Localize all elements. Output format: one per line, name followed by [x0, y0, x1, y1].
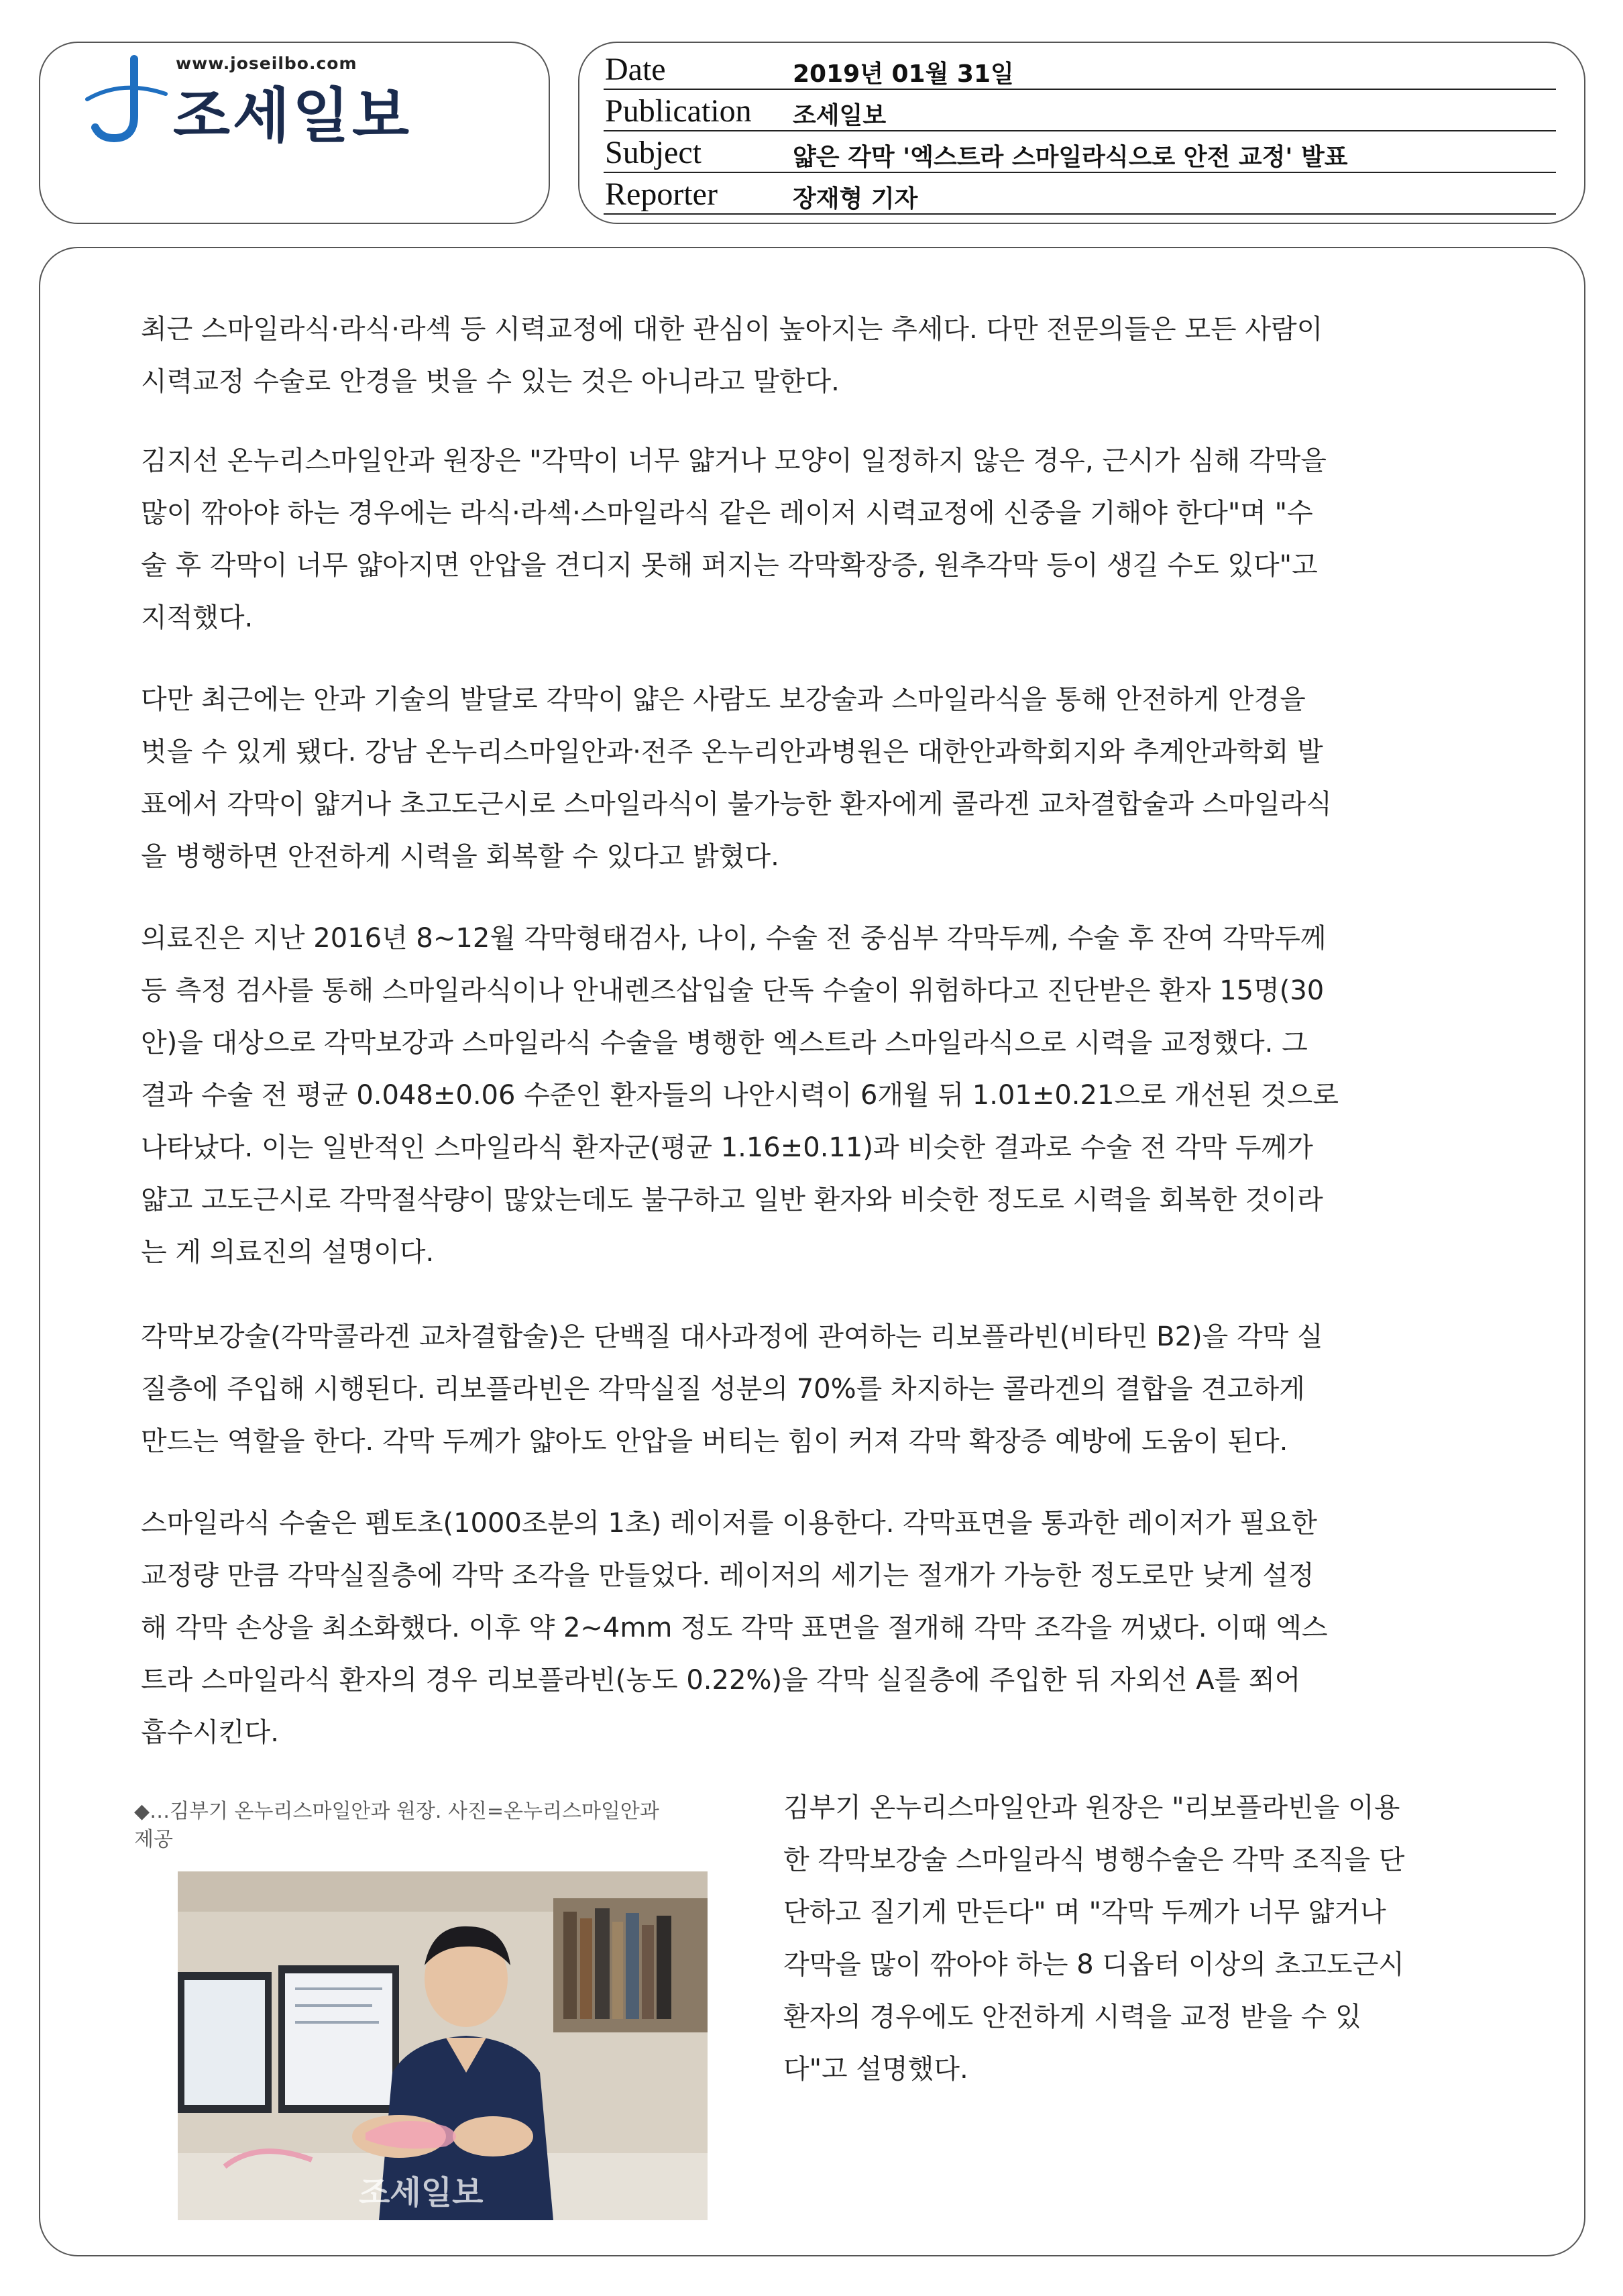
meta-label: Reporter — [605, 176, 718, 212]
text-line: 김부기 온누리스마일안과 원장은 "리보플라빈을 이용 — [783, 1792, 1400, 1823]
article-paragraph-2 — [141, 435, 1502, 644]
text-line: 단하고 질기게 만든다" 며 "각막 두께가 너무 얇거나 — [783, 1897, 1386, 1928]
article-paragraph-3 — [141, 673, 1502, 883]
text-line: 안)을 대상으로 각막보강과 스마일라식 수술을 병행한 엑스트라 스마일라식으로 시력을 교정했다. 그 — [141, 1028, 1308, 1058]
text-line: 해 각막 손상을 최소화했다. 이후 약 2~4mm 정도 각막 표면을 절개해 각막 조각을 꺼냈다. 이때 엑스 — [141, 1612, 1328, 1643]
meta-value: 얇은 각막 '엑스트라 스마일라식으로 안전 교정' 발표 — [793, 144, 1348, 171]
text-line: 다"고 설명했다. — [783, 2054, 968, 2085]
text-line: 한 각막보강술 스마일라식 병행수술은 각막 조직을 단 — [783, 1845, 1405, 1875]
side-paragraph — [783, 1782, 1501, 2095]
text-line: 스마일라식 수술은 펨토초(1000조분의 1초) 레이저를 이용한다. 각막표면을 통과한 레이저가 필요한 — [141, 1508, 1317, 1539]
text-line: 각막보강술(각막콜라겐 교차결합술)은 단백질 대사과정에 관여하는 리보플라빈(비타민 B2)을 각막 실 — [141, 1321, 1323, 1352]
text-line: 얇고 고도근시로 각막절삭량이 많았는데도 불구하고 일반 환자와 비슷한 정도로 시력을 회복한 것이라 — [141, 1185, 1323, 1215]
caption-line: ◆…김부기 온누리스마일안과 원장. 사진=온누리스마일안과 — [134, 1800, 659, 1823]
text-line: 최근 스마일라식·라식·라섹 등 시력교정에 대한 관심이 높아지는 추세다. 다만 전문의들은 모든 사람이 — [141, 314, 1323, 345]
article-paragraph-6 — [141, 1497, 1502, 1759]
text-line: 지적했다. — [141, 602, 254, 633]
photo-caption — [134, 1798, 778, 1854]
meta-row-publication — [604, 90, 1556, 131]
meta-value: 조세일보 — [793, 102, 887, 129]
text-line: 는 게 의료진의 설명이다. — [141, 1237, 435, 1268]
text-line: 흡수시킨다. — [141, 1717, 279, 1748]
text-line: 의료진은 지난 2016년 8~12월 각막형태검사, 나이, 수술 전 중심부 각막두께, 수술 후 잔여 각막두께 — [141, 923, 1327, 954]
text-line: 표에서 각막이 얇거나 초고도근시로 스마일라식이 불가능한 환자에게 콜라겐 교차결합술과 스마일라식 — [141, 789, 1332, 820]
text-line: 결과 수술 전 평균 0.048±0.06 수준인 환자들의 나안시력이 6개월 뒤 1.01±0.21으로 개선된 것으로 — [141, 1080, 1339, 1111]
caption-line: 제공 — [134, 1828, 173, 1851]
text-line: 나타났다. 이는 일반적인 스마일라식 환자군(평균 1.16±0.11)과 비슷한 결과로 수술 전 각막 두께가 — [141, 1132, 1313, 1163]
meta-value: 2019년 01월 31일 — [793, 60, 1014, 88]
text-line: 교정량 만큼 각막실질층에 각막 조각을 만들었다. 레이저의 세기는 절개가 가능한 정도로만 낮게 설정 — [141, 1560, 1314, 1591]
meta-row-reporter — [604, 173, 1556, 215]
text-line: 많이 깎아야 하는 경우에는 라식·라섹·스마일라식 같은 레이저 시력교정에 신중을 기해야 한다"며 "수 — [141, 498, 1313, 529]
joseilbo-logo-icon — [82, 52, 169, 153]
article-paragraph-4 — [141, 912, 1502, 1278]
text-line: 각막을 많이 깎아야 하는 8 디옵터 이상의 초고도근시 — [783, 1949, 1404, 1980]
text-line: 질층에 주입해 시행된다. 리보플라빈은 각막실질 성분의 70%를 차지하는 콜라겐의 결합을 견고하게 — [141, 1374, 1305, 1405]
text-line: 을 병행하면 안전하게 시력을 회복할 수 있다고 밝혔다. — [141, 841, 779, 872]
logo-url: www.joseilbo.com — [176, 54, 357, 73]
meta-value: 장재형 기자 — [793, 185, 918, 213]
doctor-photo — [178, 1871, 708, 2220]
meta-label: Publication — [605, 93, 752, 129]
text-line: 다만 최근에는 안과 기술의 발달로 각막이 얇은 사람도 보강술과 스마일라식을 통해 안전하게 안경을 — [141, 684, 1306, 715]
text-line: 환자의 경우에도 안전하게 시력을 교정 받을 수 있 — [783, 2002, 1361, 2032]
text-line: 트라 스마일라식 환자의 경우 리보플라빈(농도 0.22%)을 각막 실질층에 주입한 뒤 자외선 A를 쬐어 — [141, 1665, 1301, 1696]
photo-watermark: 조세일보 — [359, 2174, 484, 2211]
article-paragraph-1 — [141, 303, 1502, 408]
text-line: 김지선 온누리스마일안과 원장은 "각막이 너무 얇거나 모양이 일정하지 않은 경우, 근시가 심해 각막을 — [141, 445, 1327, 476]
text-line: 술 후 각막이 너무 얇아지면 안압을 견디지 못해 퍼지는 각막확장증, 원추각막 등이 생길 수도 있다"고 — [141, 550, 1318, 581]
text-line: 벗을 수 있게 됐다. 강남 온누리스마일안과·전주 온누리안과병원은 대한안과학회지와 추계안과학회 발 — [141, 736, 1323, 767]
meta-row-subject — [604, 131, 1556, 173]
text-line: 시력교정 수술로 안경을 벗을 수 있는 것은 아니라고 말한다. — [141, 366, 840, 397]
meta-label: Date — [605, 52, 666, 87]
text-line: 만드는 역할을 한다. 각막 두께가 얇아도 안압을 버티는 힘이 커져 각막 확장증 예방에 도움이 된다. — [141, 1426, 1288, 1457]
text-line: 등 측정 검사를 통해 스마일라식이나 안내렌즈삽입술 단독 수술이 위험하다고 진단받은 환자 15명(30 — [141, 975, 1325, 1006]
logo-name: 조세일보 — [173, 81, 412, 150]
meta-label: Subject — [605, 135, 702, 170]
article-paragraph-5 — [141, 1311, 1502, 1468]
meta-row-date — [604, 48, 1556, 90]
